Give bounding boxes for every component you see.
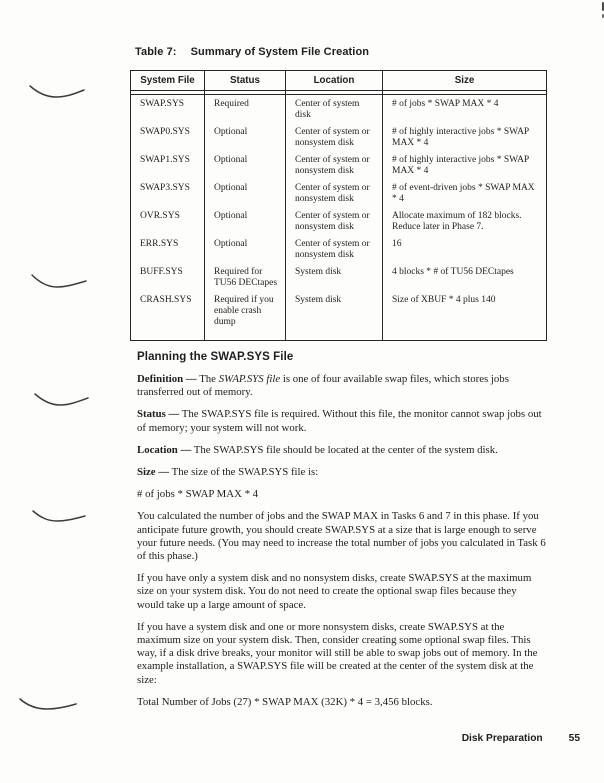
total-size-line: Total Number of Jobs (27) * SWAP MAX (32K) * 4 = 3,456 blocks.	[137, 695, 433, 708]
definition-pre-text: The	[196, 373, 219, 385]
cell-status: Optional	[205, 182, 286, 210]
cell-system-file: SWAP.SYS	[140, 99, 185, 109]
cell-location: Center of system or nonsystem disk	[286, 182, 383, 210]
size-formula: # of jobs * SWAP MAX * 4	[137, 488, 259, 501]
cell-size: # of jobs * SWAP MAX * 4	[383, 95, 547, 127]
cell-system-file: SWAP3.SYS	[140, 183, 190, 193]
margin-curl-mark	[30, 272, 90, 290]
lead-definition: Definition —	[137, 373, 197, 385]
cell-system-file: SWAP0.SYS	[140, 127, 190, 137]
cell-status: Optional	[205, 210, 286, 238]
location-rest-text: The SWAP.SYS file should be located at the center of the system disk.	[191, 443, 498, 456]
cell-status: Required	[205, 95, 286, 127]
body-content	[137, 351, 546, 718]
cell-size: # of highly interactive jobs * SWAP MAX * 4	[383, 154, 547, 182]
cell-size: Allocate maximum of 182 blocks. Reduce later in Phase 7.	[383, 210, 547, 238]
lead-size: Size —	[137, 466, 170, 479]
cell-system-file: BUFF.SYS	[140, 267, 183, 277]
table-row	[131, 294, 547, 341]
lead-status: Status —	[137, 408, 180, 421]
cell-status: Optional	[205, 238, 286, 266]
paragraph-nonsystem-disks: If you have a system disk and one or more nonsystem disks, create SWAP.SYS at the maximum size on your system disk. Then, consider creating some optional swap files. This way, if a disk drive breaks, your monitor will still be able to swap jobs out of memory. In the example installation, a SWAP.SYS file will be created at the center of the system disk at the size:	[137, 620, 538, 686]
column-header-location: Location	[286, 71, 383, 91]
cell-system-file: SWAP1.SYS	[140, 155, 190, 165]
margin-curl-mark	[31, 508, 89, 524]
cell-size: # of event-driven jobs * SWAP MAX * 4	[383, 182, 547, 210]
system-file-table	[130, 70, 547, 341]
cell-location: Center of system or nonsystem disk	[286, 210, 383, 238]
cell-system-file: OVR.SYS	[140, 211, 180, 221]
cell-size: 16	[383, 238, 547, 266]
cell-location: Center of system or nonsystem disk	[286, 154, 383, 182]
cell-location: System disk	[286, 294, 383, 341]
cell-location: Center of system disk	[286, 95, 383, 127]
cell-location: Center of system or nonsystem disk	[286, 238, 383, 266]
table-row	[131, 266, 547, 294]
table-row	[131, 182, 547, 210]
definition-rest-text: is one of four available swap files, which stores jobs transferred out of memory.	[137, 373, 509, 399]
table-row	[131, 238, 547, 266]
paragraph-definition	[137, 373, 546, 399]
table-caption-title: Summary of System File Creation	[190, 46, 370, 58]
paragraph-calculated: You calculated the number of jobs and the SWAP MAX in Tasks 6 and 7 in this phase. If you anticipate future growth, you should create SWAP.SYS at a size that is large enough to serve your future needs. (You may need to increase the total number of jobs you calculated in Task 6 of this phase.)	[137, 510, 546, 563]
cell-size: 4 blocks * # of TU56 DECtapes	[383, 266, 547, 294]
table-row	[131, 154, 547, 182]
margin-curl-mark	[33, 390, 93, 408]
paragraph-location	[137, 444, 546, 457]
column-header-size: Size	[383, 71, 547, 91]
status-rest-text: The SWAP.SYS file is required. Without this file, the monitor cannot swap jobs out of memory; your system will not work.	[137, 408, 542, 434]
table-row	[131, 95, 547, 127]
column-header-system-file: System File	[131, 71, 205, 91]
cell-system-file: CRASH.SYS	[140, 295, 192, 305]
cell-status: Optional	[205, 126, 286, 154]
footer-section-label: Disk Preparation	[461, 733, 543, 744]
cell-status: Optional	[205, 154, 286, 182]
cell-status: Required if you enable crash dump	[205, 294, 286, 341]
margin-curl-mark	[28, 82, 88, 100]
column-header-status: Status	[205, 71, 286, 91]
table-caption-label: Table 7:	[135, 46, 177, 58]
cell-size: Size of XBUF * 4 plus 140	[383, 294, 547, 341]
paragraph-system-disk-only: If you have only a system disk and no nonsystem disks, create SWAP.SYS at the maximum size on your system disk. You do not need to create the optional swap files because they would take up a large amount of space.	[137, 572, 532, 611]
page-number: 55	[568, 733, 580, 744]
cell-location: Center of system or nonsystem disk	[286, 126, 383, 154]
cell-status: Required for TU56 DECtapes	[205, 266, 286, 294]
definition-emphasis: SWAP.SYS file	[218, 373, 281, 385]
table-row	[131, 210, 547, 238]
table-row	[131, 126, 547, 154]
paragraph-size	[137, 466, 546, 479]
section-heading: Planning the SWAP.SYS File	[137, 351, 294, 363]
lead-location: Location —	[137, 443, 192, 456]
margin-curl-mark	[18, 696, 80, 712]
paragraph-status	[137, 408, 546, 434]
cell-system-file: ERR.SYS	[140, 239, 179, 249]
table-header	[131, 71, 547, 91]
cell-size: # of highly interactive jobs * SWAP MAX * 4	[383, 126, 547, 154]
page-footer	[462, 733, 580, 744]
table-caption	[135, 46, 369, 58]
cell-location: System disk	[286, 266, 383, 294]
size-rest-text: The size of the SWAP.SYS file is:	[169, 466, 319, 479]
